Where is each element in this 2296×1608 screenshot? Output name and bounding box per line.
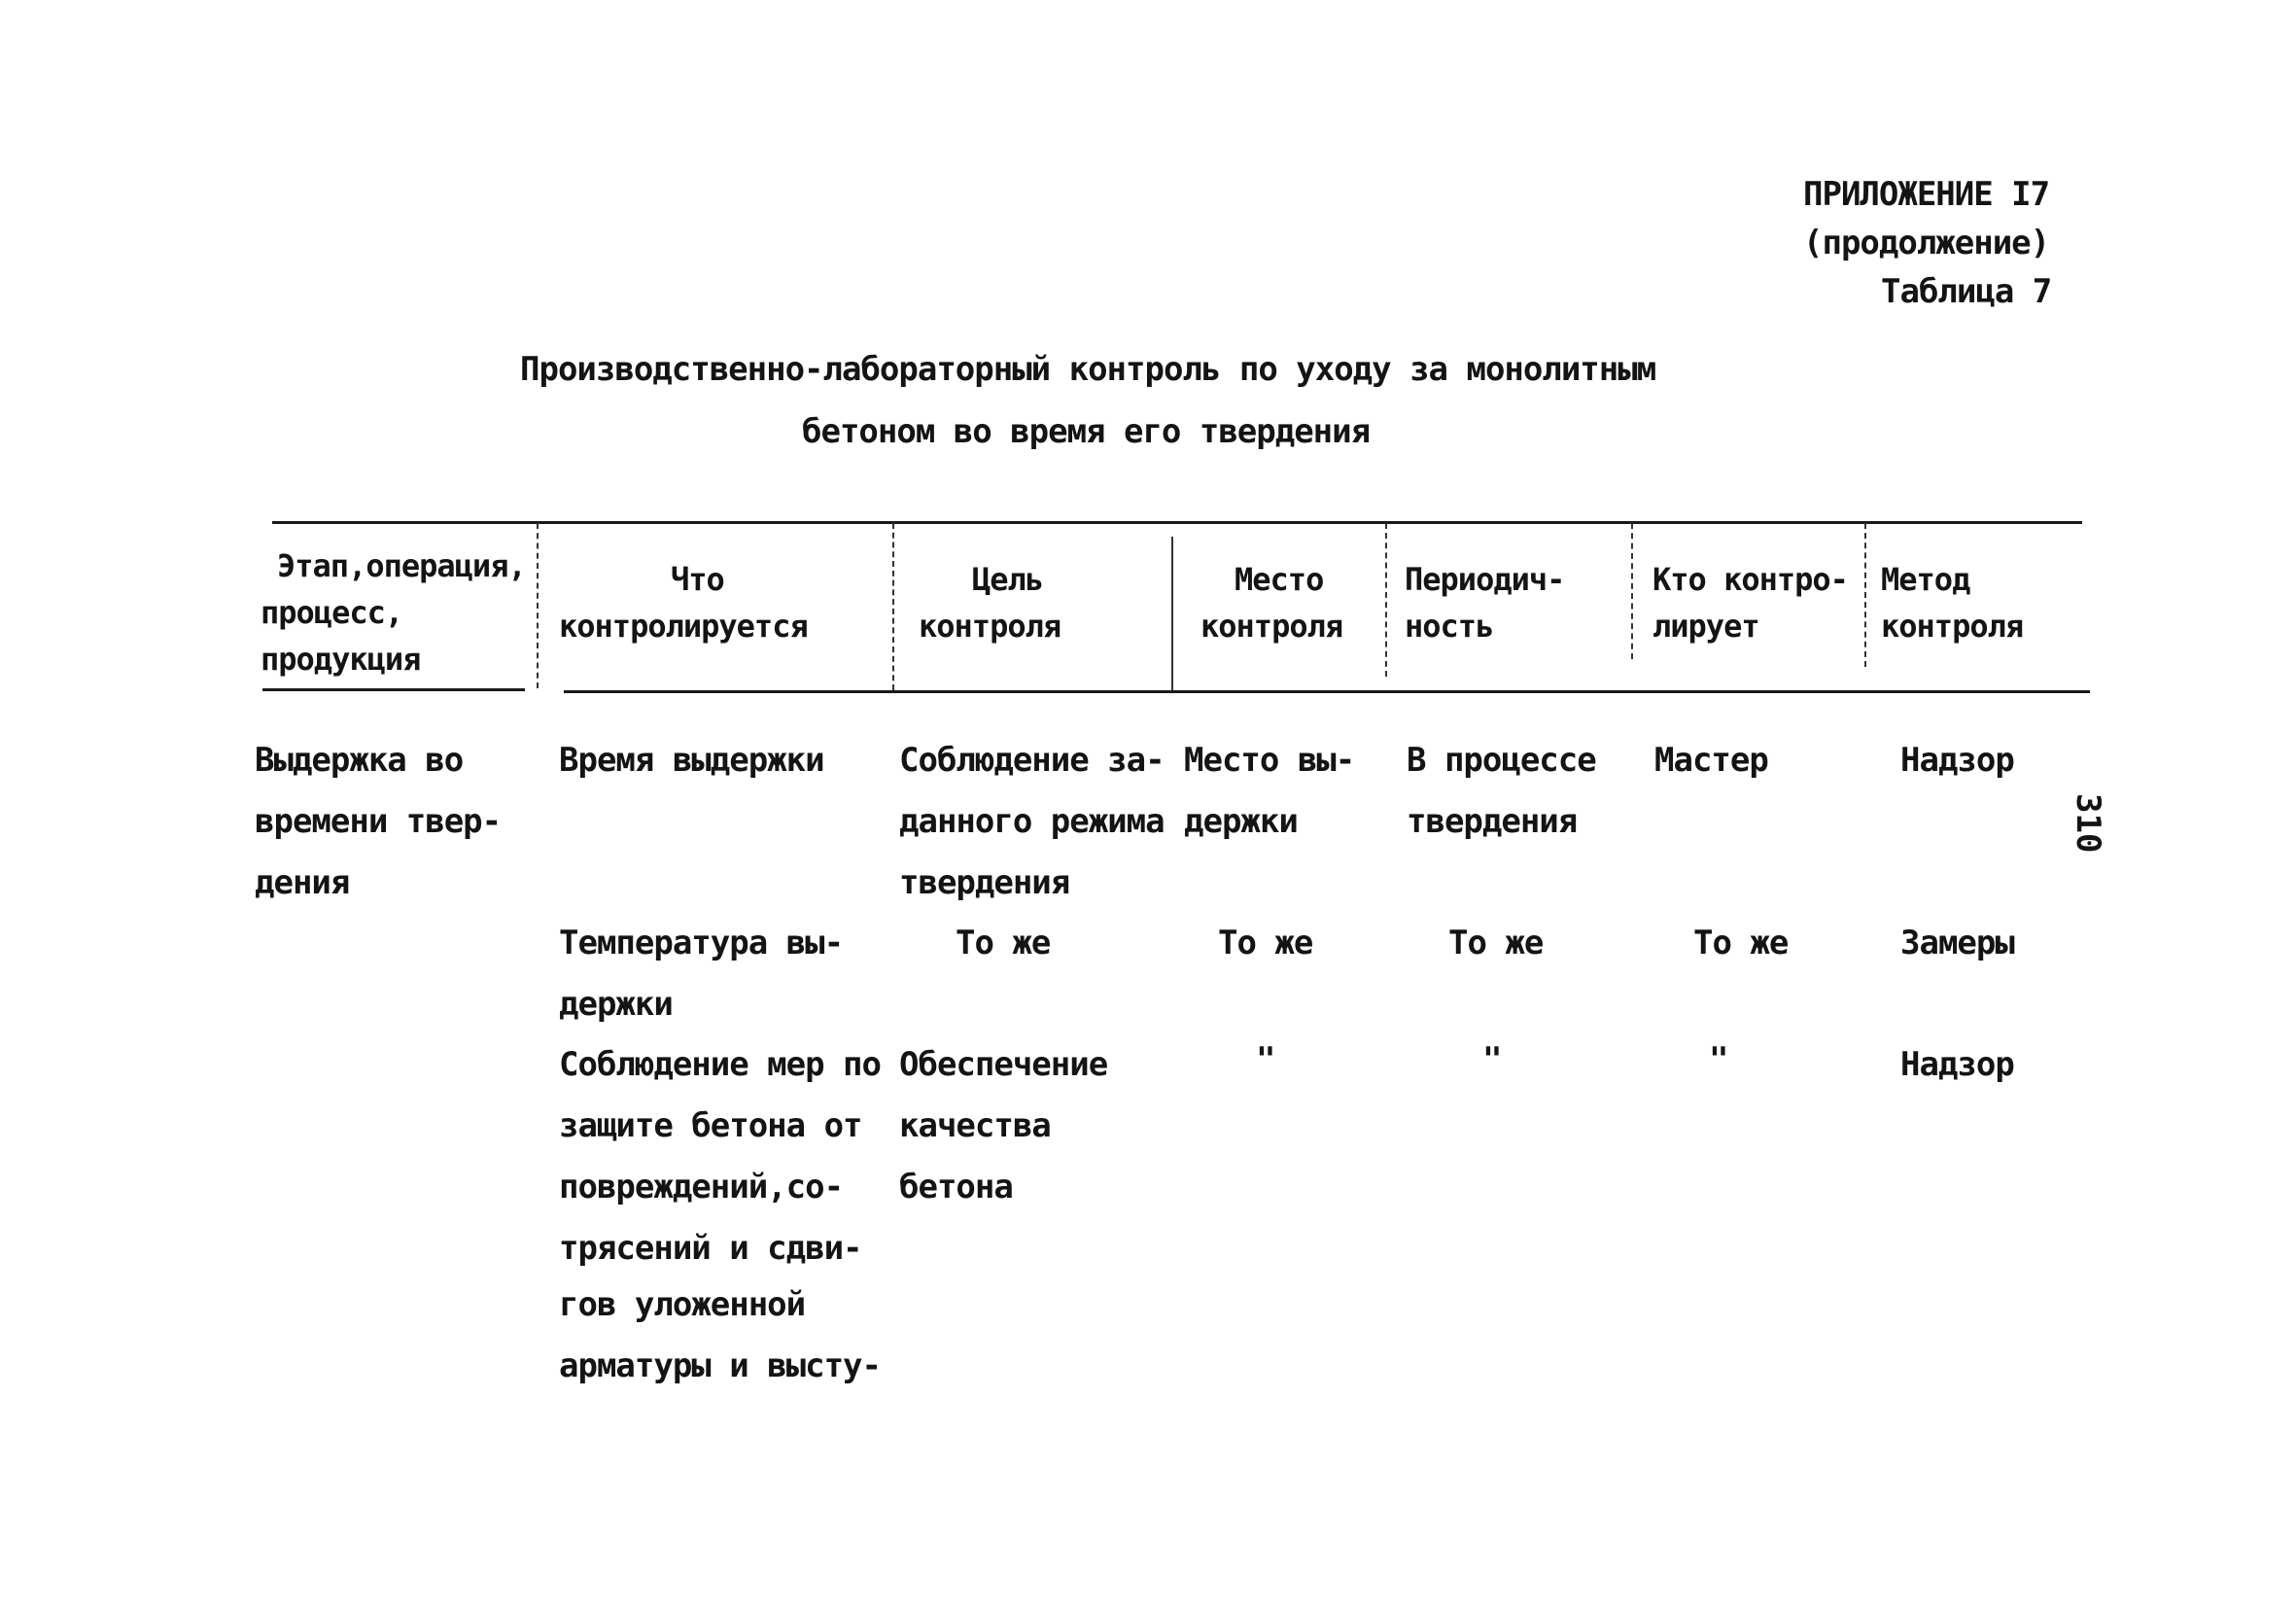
cell-what: трясений и сдви- [559,1229,862,1268]
column-divider-5 [1631,523,1633,659]
cell-what: арматуры и высту- [559,1346,881,1385]
table-header-bottom-rule [564,690,2090,693]
cell-period: В процессе [1407,741,1596,780]
cell-who: Мастер [1654,741,1768,780]
cell-who: То же [1693,924,1789,962]
column-divider-2 [892,523,894,690]
cell-what: Время выдержки [559,741,824,780]
cell-method: Надзор [1900,1045,2014,1084]
cell-method: Надзор [1900,741,2014,780]
column-divider-1 [537,523,539,688]
cell-period: То же [1448,924,1544,962]
column-divider-6 [1864,523,1866,667]
table-title-line-1: Производственно-лабораторный контроль по уходу за монолитным [520,350,1656,389]
cell-what: гов уложенной [559,1285,806,1324]
cell-goal: То же [956,924,1051,962]
cell-place: То же [1218,924,1313,962]
cell-what: Соблюдение мер по [559,1045,881,1084]
cell-what: Температура вы- [559,924,844,962]
column-divider-3 [1171,537,1173,690]
cell-goal: Обеспечение [899,1045,1108,1084]
table-top-rule [272,521,2082,524]
column-divider-4 [1385,523,1387,677]
cell-goal: бетона [899,1168,1013,1206]
cell-who: " [1709,1040,1728,1079]
cell-goal: качества [899,1106,1051,1145]
cell-place: Место вы- [1184,741,1355,780]
cell-method: Замеры [1900,924,2014,962]
page-number: 310 [2069,793,2107,854]
cell-what: повреждений,со- [559,1168,844,1206]
appendix-label: ПРИЛОЖЕНИЕ I7 [1803,175,2050,214]
continuation-label: (продолжение) [1803,224,2050,262]
cell-place: держки [1184,802,1298,841]
cell-period: " [1482,1040,1502,1079]
cell-goal: Соблюдение за- [899,741,1165,780]
table-header-bottom-rule-left [262,688,525,691]
cell-goal: данного режима [899,802,1165,841]
cell-what: держки [559,985,673,1024]
cell-place: " [1256,1040,1275,1079]
cell-what: защите бетона от [559,1106,862,1145]
cell-period: твердения [1407,802,1578,841]
table-title-line-2: бетоном во время его твердения [802,412,1371,451]
table-number-label: Таблица 7 [1881,272,2052,311]
cell-goal: твердения [899,863,1070,902]
